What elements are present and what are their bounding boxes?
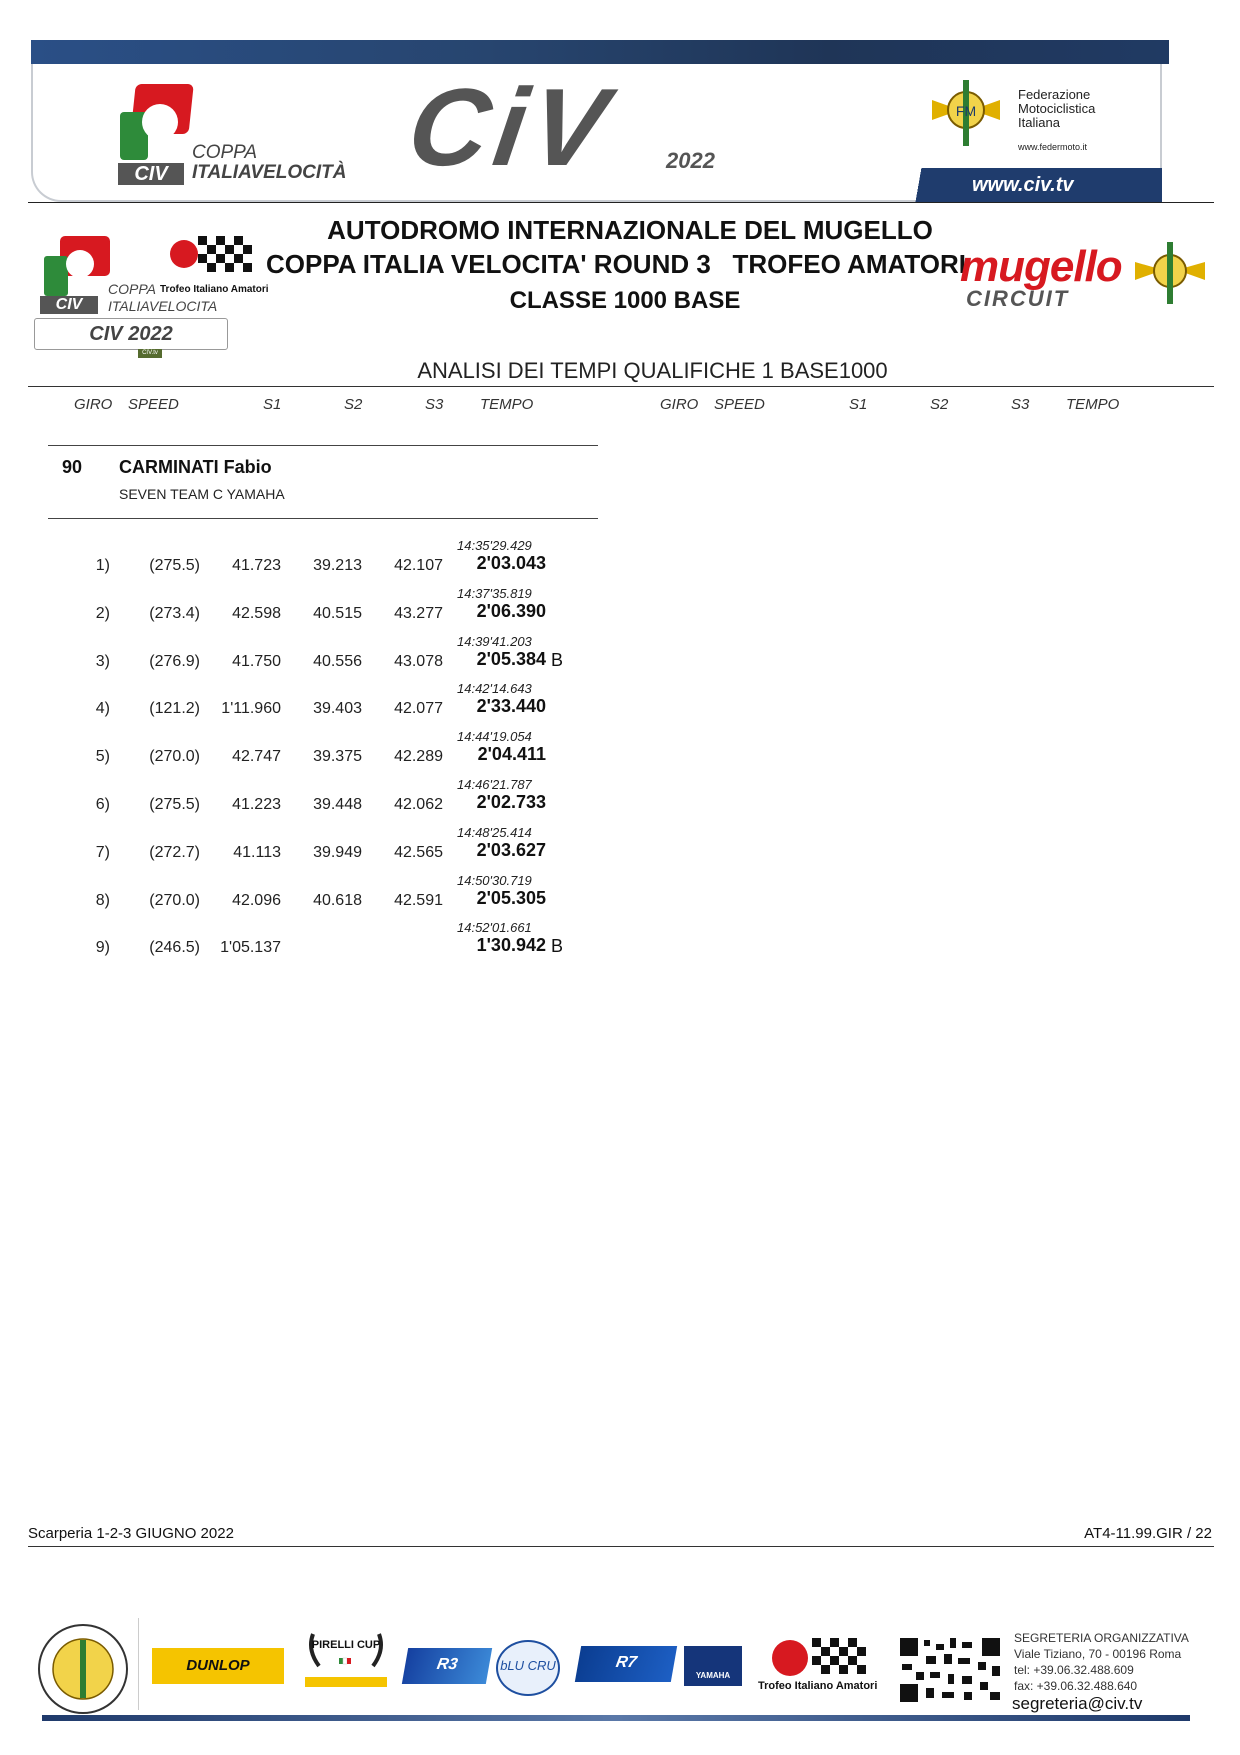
rider-number: 90 xyxy=(62,457,83,477)
rider-name: CARMINATI Fabio xyxy=(119,457,272,477)
col-header-s2: S2 xyxy=(930,396,949,413)
coppa-subtext: ITALIAVELOCITÀ xyxy=(192,162,347,183)
lap-time: 2'05.305 xyxy=(476,887,546,908)
lap-s1: 1'11.960 xyxy=(221,700,281,718)
lap-number: 2) xyxy=(95,604,110,622)
fmi-line: Federazione xyxy=(1018,87,1091,102)
r3-cup-logo: R3 xyxy=(402,1648,492,1684)
fmi-name xyxy=(1018,88,1095,130)
lap-s1: 41.750 xyxy=(232,652,281,670)
col-header-speed: SPEED xyxy=(128,396,179,413)
pirelli-cup-logo xyxy=(305,1630,387,1692)
lap-s2: 39.375 xyxy=(313,748,362,766)
lap-number: 1) xyxy=(95,557,110,574)
divider xyxy=(48,518,598,519)
divider xyxy=(28,202,1214,203)
lap-s3: 42.062 xyxy=(394,796,443,813)
lap-s1: 42.747 xyxy=(232,748,281,766)
coppa-civ-badge: CIV xyxy=(118,163,184,185)
lap-number: 4) xyxy=(95,700,110,718)
lap-s2: 40.515 xyxy=(313,604,362,622)
bottom-stripe xyxy=(42,1715,1190,1721)
divider xyxy=(48,445,598,446)
coppa-text: COPPA xyxy=(192,142,258,163)
lap-time: 1'30.942 xyxy=(476,935,546,956)
lap-speed: (270.0) xyxy=(149,891,200,909)
lap-time: 2'06.390 xyxy=(476,600,546,621)
civ-url-link[interactable]: www.civ.tv xyxy=(900,168,1162,202)
segreteria-email-link[interactable]: segreteria@civ.tv xyxy=(1012,1694,1143,1713)
lap-timestamp: 14:42'14.643 xyxy=(457,681,532,697)
lap-speed: (273.4) xyxy=(149,604,200,622)
trofeo-amatori-seal-icon xyxy=(36,1622,130,1716)
lap-number: 6) xyxy=(95,796,110,813)
lap-s2: 40.556 xyxy=(313,652,362,670)
lap-number: 3) xyxy=(95,652,110,670)
civ-small-badge: CIV xyxy=(40,296,98,314)
lap-time: 2'05.384 xyxy=(476,648,546,669)
col-header-s1: S1 xyxy=(263,396,282,413)
footer-location-date: Scarperia 1-2-3 GIUGNO 2022 xyxy=(28,1525,234,1542)
fmi-logo-icon xyxy=(930,76,1002,148)
lap-s1: 41.223 xyxy=(232,796,281,813)
fmi-line: Motociclistica xyxy=(1018,101,1096,116)
civ-year: 2022 xyxy=(666,148,715,173)
divider xyxy=(28,1546,1214,1547)
dunlop-cup-logo: DUNLOP xyxy=(152,1648,284,1684)
col-header-s3: S3 xyxy=(1011,396,1030,413)
col-header-tempo: TEMPO xyxy=(480,396,534,413)
segreteria-fax: fax: +39.06.32.488.640 xyxy=(1014,1679,1138,1693)
svg-text:FM: FM xyxy=(955,103,977,119)
divider xyxy=(138,1618,139,1710)
lap-s3: 43.078 xyxy=(394,652,443,670)
rider-team: SEVEN TEAM C YAMAHA xyxy=(119,486,285,502)
divider xyxy=(28,386,1214,387)
lap-s2: 40.618 xyxy=(313,891,362,909)
header-stripe xyxy=(31,40,1169,64)
lap-speed: (276.9) xyxy=(149,652,200,670)
lap-s1: 41.113 xyxy=(233,843,281,861)
lap-speed: (275.5) xyxy=(149,557,200,574)
coppa-italia-logo-icon xyxy=(118,82,198,162)
footer-page-code: AT4-11.99.GIR / 22 xyxy=(1084,1525,1212,1542)
trofeo-flag-icon xyxy=(768,1636,868,1680)
civtv-mini-badge: CIV.tv xyxy=(138,349,162,358)
lap-timestamp: 14:37'35.819 xyxy=(457,585,532,601)
lap-s3: 42.289 xyxy=(394,748,443,766)
lap-speed: (270.0) xyxy=(149,748,200,766)
lap-speed: (121.2) xyxy=(149,700,200,718)
lap-s3: 42.077 xyxy=(394,700,443,718)
coppa-small-subtext: ITALIAVELOCITA xyxy=(108,298,218,314)
lap-s1: 1'05.137 xyxy=(220,939,281,957)
lap-time: 2'03.043 xyxy=(476,553,546,573)
lap-s2: 39.448 xyxy=(313,796,362,813)
col-header-giro: GIRO xyxy=(660,396,699,413)
lap-speed: (272.7) xyxy=(149,843,200,861)
coppa-small-text: COPPA xyxy=(108,281,156,297)
fmi-site: www.federmoto.it xyxy=(1018,142,1088,152)
mugello-logo: mugello xyxy=(960,242,1122,291)
qr-code-icon[interactable] xyxy=(898,1636,1002,1704)
lap-timestamp: 14:39'41.203 xyxy=(457,633,532,649)
lap-timestamp: 14:48'25.414 xyxy=(457,824,532,840)
lap-timestamp: 14:44'19.054 xyxy=(457,729,532,745)
civ-logo: CiV xyxy=(401,66,621,189)
lap-timestamp: 14:35'29.429 xyxy=(457,538,532,553)
lap-number: 8) xyxy=(95,891,110,909)
analysis-title: ANALISI DEI TEMPI QUALIFICHE 1 BASE1000 xyxy=(417,358,888,383)
segreteria-address: Viale Tiziano, 70 - 00196 Roma xyxy=(1014,1647,1182,1661)
blu-cru-logo: bLU CRU xyxy=(496,1640,560,1696)
event-class: CLASSE 1000 BASE xyxy=(509,287,741,314)
lap-s1: 41.723 xyxy=(232,557,281,574)
lap-time: 2'03.627 xyxy=(476,839,546,860)
lap-number: 5) xyxy=(95,748,110,766)
mugello-circuit-logo: CIRCUIT xyxy=(966,286,1070,311)
event-venue: AUTODROMO INTERNAZIONALE DEL MUGELLO xyxy=(327,215,933,245)
lap-timestamp: 14:52'01.661 xyxy=(457,920,532,936)
lap-timestamp: 14:46'21.787 xyxy=(457,777,532,792)
lap-s3: 43.277 xyxy=(394,604,443,622)
lap-best-flag: B xyxy=(551,936,564,957)
r7-cup-logo: R7 xyxy=(575,1646,677,1682)
pirelli-cup-text: PIRELLI CUP xyxy=(311,1639,381,1651)
col-header-s2: S2 xyxy=(344,396,363,413)
fmi-line: Italiana xyxy=(1018,115,1060,130)
lap-speed: (275.5) xyxy=(149,796,200,813)
segreteria-tel: tel: +39.06.32.488.609 xyxy=(1014,1663,1134,1677)
civ-2022-badge: CIV 2022 xyxy=(34,318,228,350)
lap-number: 9) xyxy=(95,939,110,957)
lap-s2: 39.949 xyxy=(313,843,362,861)
col-header-tempo: TEMPO xyxy=(1066,396,1120,413)
lap-time: 2'04.411 xyxy=(477,744,546,765)
lap-speed: (246.5) xyxy=(149,939,200,957)
lap-time: 2'02.733 xyxy=(476,792,546,812)
lap-s1: 42.096 xyxy=(232,891,281,909)
lap-s3: 42.107 xyxy=(394,557,443,574)
segreteria-title: SEGRETERIA ORGANIZZATIVA xyxy=(1014,1631,1189,1645)
lap-number: 7) xyxy=(95,843,110,861)
col-header-s3: S3 xyxy=(425,396,444,413)
lap-s2: 39.213 xyxy=(313,557,362,574)
lap-time: 2'33.440 xyxy=(476,696,546,717)
pirelli-bar xyxy=(305,1677,387,1687)
lap-s2: 39.403 xyxy=(313,700,362,718)
col-header-s1: S1 xyxy=(849,396,868,413)
trofeo-amatori-sponsor-text: Trofeo Italiano Amatori xyxy=(758,1680,878,1692)
lap-best-flag: B xyxy=(551,649,564,670)
col-header-giro: GIRO xyxy=(74,396,113,413)
col-header-speed: SPEED xyxy=(714,396,765,413)
fmi-small-logo-icon xyxy=(1135,240,1205,306)
trofeo-amatori-label: Trofeo Italiano Amatori xyxy=(160,284,269,295)
lap-timestamp: 14:50'30.719 xyxy=(457,872,532,888)
yamaha-logo: YAMAHA xyxy=(684,1646,742,1686)
lap-s1: 42.598 xyxy=(232,604,281,622)
event-series: COPPA ITALIA VELOCITA' ROUND 3 TROFEO AMATORI xyxy=(266,249,966,279)
lap-s3: 42.591 xyxy=(394,891,443,909)
lap-s3: 42.565 xyxy=(394,843,443,861)
